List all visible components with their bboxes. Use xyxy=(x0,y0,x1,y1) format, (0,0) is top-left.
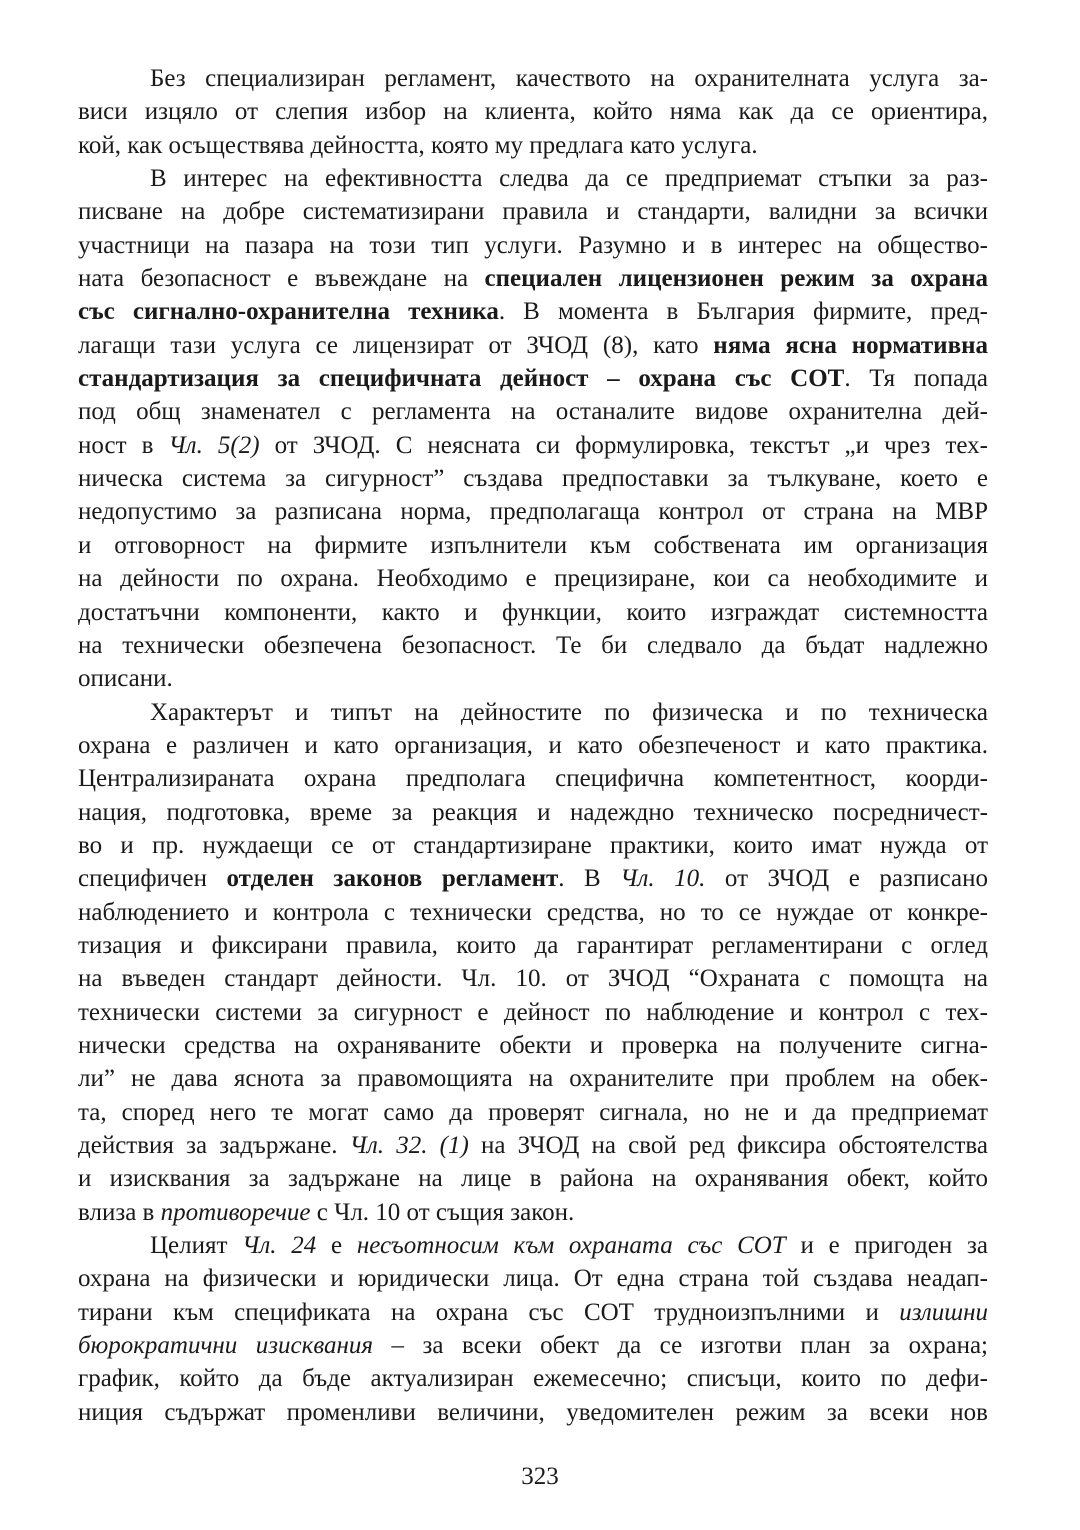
paragraph xyxy=(78,62,988,162)
text-run: достатъчни компоненти, както и функции, които изграждат системността xyxy=(78,598,988,626)
text-run: во и пр. нуждаещи се от стандартизиране практики, които имат нужда от xyxy=(78,831,988,859)
italic-text: бюрократични изисквания xyxy=(78,1332,374,1360)
bold-text: стандартизация за специфичната дейност – охрана със СОТ xyxy=(78,365,845,393)
paragraph xyxy=(78,696,988,1230)
bold-text: няма ясна нормативна xyxy=(713,331,988,359)
text-line xyxy=(78,1229,988,1262)
text-run: с Чл. 10 от същия закон. xyxy=(310,1198,575,1226)
text-line xyxy=(78,462,988,495)
bold-text: специален лицензионен режим за охрана xyxy=(484,265,988,293)
text-line xyxy=(78,1162,988,1195)
text-run: – за всеки обект да се изготви план за охрана; xyxy=(373,1332,988,1360)
text-run: виси изцяло от слепия избор на клиента, който няма как да се ориентира, xyxy=(78,98,988,126)
text-run: на въведен стандарт дейности. Чл. 10. от ЗЧОД “Охраната с помощта на xyxy=(78,965,988,993)
italic-text: Чл. 24 xyxy=(242,1232,317,1260)
paragraph xyxy=(78,162,988,696)
text-line xyxy=(78,429,988,462)
italic-text: Чл. 10. xyxy=(620,865,706,893)
text-line xyxy=(78,129,988,162)
text-line xyxy=(78,362,988,395)
text-line xyxy=(78,195,988,228)
text-run: влиза в xyxy=(78,1198,161,1226)
text-run: . В xyxy=(558,865,621,893)
text-line xyxy=(78,896,988,929)
text-run: нически средства на охраняваните обекти и проверка на получените сигна- xyxy=(78,1031,988,1059)
text-run: на дейности по охрана. Необходимо е прецизиране, кои са необходимите и xyxy=(78,565,988,593)
text-line xyxy=(78,1029,988,1062)
text-run: Характерът и типът на дейностите по физическа и по техническа xyxy=(150,698,988,726)
text-line xyxy=(78,1396,988,1429)
page-body-text xyxy=(78,62,988,1429)
text-line xyxy=(78,1296,988,1329)
italic-text: Чл. 5(2) xyxy=(168,431,260,459)
text-line xyxy=(78,295,988,328)
text-run: лагащи тази услуга се лицензират от ЗЧОД (8), като xyxy=(78,331,714,359)
text-run: писване на добре систематизирани правила и стандарти, валидни за всички xyxy=(78,198,988,226)
text-line xyxy=(78,1096,988,1129)
italic-text: излишни xyxy=(899,1298,988,1326)
text-run: под общ знаменател с регламента на останалите видове охранителна дей- xyxy=(78,398,988,426)
paragraph xyxy=(78,1229,988,1429)
text-run: и изисквания за задържане на лице в района на охранявания обект, който xyxy=(78,1165,988,1193)
text-line xyxy=(78,829,988,862)
text-run: на ЗЧОД на свой ред фиксира обстоятелства xyxy=(468,1132,988,1159)
text-line xyxy=(78,729,988,762)
text-run: В интерес на ефективността следва да се предприемат стъпки за раз- xyxy=(150,165,988,193)
italic-text: несъотносим към охраната със СОТ xyxy=(356,1232,786,1260)
text-run: участници на пазара на този тип услуги. Разумно и в интерес на общество- xyxy=(78,231,988,259)
text-line xyxy=(78,996,988,1029)
text-run: е xyxy=(316,1232,357,1260)
text-line xyxy=(78,962,988,995)
text-line xyxy=(78,796,988,829)
text-line xyxy=(78,62,988,95)
text-line xyxy=(78,95,988,128)
text-run: от ЗЧОД. С неясната си формулировка, текстът „и чрез тех- xyxy=(259,431,988,459)
text-line xyxy=(78,529,988,562)
text-run: охрана е различен и като организация, и като обезпеченост и като практика. xyxy=(78,731,988,759)
text-run: охрана на физически и юридически лица. От една страна той създава неадап- xyxy=(78,1265,988,1293)
text-run: специфичен xyxy=(78,865,227,893)
text-line xyxy=(78,696,988,729)
text-run: ниция съдържат променливи величини, уведомителен режим за всеки нов xyxy=(78,1398,988,1426)
text-run: график, който да бъде актуализиран ежемесечно; списъци, които по дефи- xyxy=(78,1365,988,1393)
bold-text: със сигнално-охранителна техника xyxy=(78,298,499,326)
bold-text: отделен законов регламент xyxy=(226,865,559,893)
italic-text: Чл. 32. (1) xyxy=(349,1132,469,1159)
text-line xyxy=(78,329,988,362)
text-run: та, според него те могат само да проверят сигнала, но не и да предприемат xyxy=(78,1098,988,1126)
text-line xyxy=(78,262,988,295)
text-line xyxy=(78,1196,988,1229)
text-line xyxy=(78,229,988,262)
text-line xyxy=(78,596,988,629)
text-run: Без специализиран регламент, качеството на охранителната услуга за- xyxy=(150,65,988,92)
text-run: действия за задържане. xyxy=(78,1132,350,1159)
text-run: ли” не дава яснота за правомощията на охранителите при проблем на обек- xyxy=(78,1065,988,1093)
text-run: ната безопасност е въвеждане на xyxy=(78,265,485,293)
text-run: тирани към спецификата на охрана със СОТ трудноизпълними и xyxy=(78,1298,900,1326)
text-line xyxy=(78,762,988,795)
text-run: и е пригоден за xyxy=(785,1232,988,1260)
text-run: кой, как осъществява дейността, която му предлага като услуга. xyxy=(78,131,758,159)
text-line xyxy=(78,662,988,695)
text-run: наблюдението и контрола с технически средства, но то се нуждае от конкре- xyxy=(78,898,988,926)
text-line xyxy=(78,1329,988,1362)
text-run: ност в xyxy=(78,431,169,459)
text-run: и отговорност на фирмите изпълнители към собствената им организация xyxy=(78,531,988,559)
text-line xyxy=(78,929,988,962)
text-run: на технически обезпечена безопасност. Те би следвало да бъдат надлежно xyxy=(78,631,988,659)
text-line xyxy=(78,395,988,428)
text-line xyxy=(78,1129,988,1162)
text-run: . Тя попада xyxy=(844,365,988,393)
text-line xyxy=(78,1362,988,1395)
text-run: недопустимо за разписана норма, предполагаща контрол от страна на МВР xyxy=(78,498,988,526)
text-run: от ЗЧОД е разписано xyxy=(705,865,988,893)
text-run: ническа система за сигурност” създава предпоставки за тълкуване, което е xyxy=(78,465,988,493)
text-run: Целият xyxy=(150,1232,243,1260)
text-line xyxy=(78,162,988,195)
italic-text: противоречие xyxy=(160,1198,311,1226)
text-line xyxy=(78,862,988,895)
text-run: тизация и фиксирани правила, които да гарантират регламентирани с оглед xyxy=(78,931,988,959)
text-run: Централизираната охрана предполага специфична компетентност, коорди- xyxy=(78,765,988,793)
text-run: технически системи за сигурност е дейност по наблюдение и контрол с тех- xyxy=(78,998,988,1026)
text-line xyxy=(78,495,988,528)
text-line xyxy=(78,1062,988,1095)
text-run: . В момента в България фирмите, пред- xyxy=(498,298,989,326)
text-run: нация, подготовка, време за реакция и надеждно техническо посредничест- xyxy=(78,798,988,826)
page-number: 323 xyxy=(521,1463,559,1490)
text-run: описани. xyxy=(78,665,173,693)
text-line xyxy=(78,1262,988,1295)
text-line xyxy=(78,629,988,662)
text-line xyxy=(78,562,988,595)
